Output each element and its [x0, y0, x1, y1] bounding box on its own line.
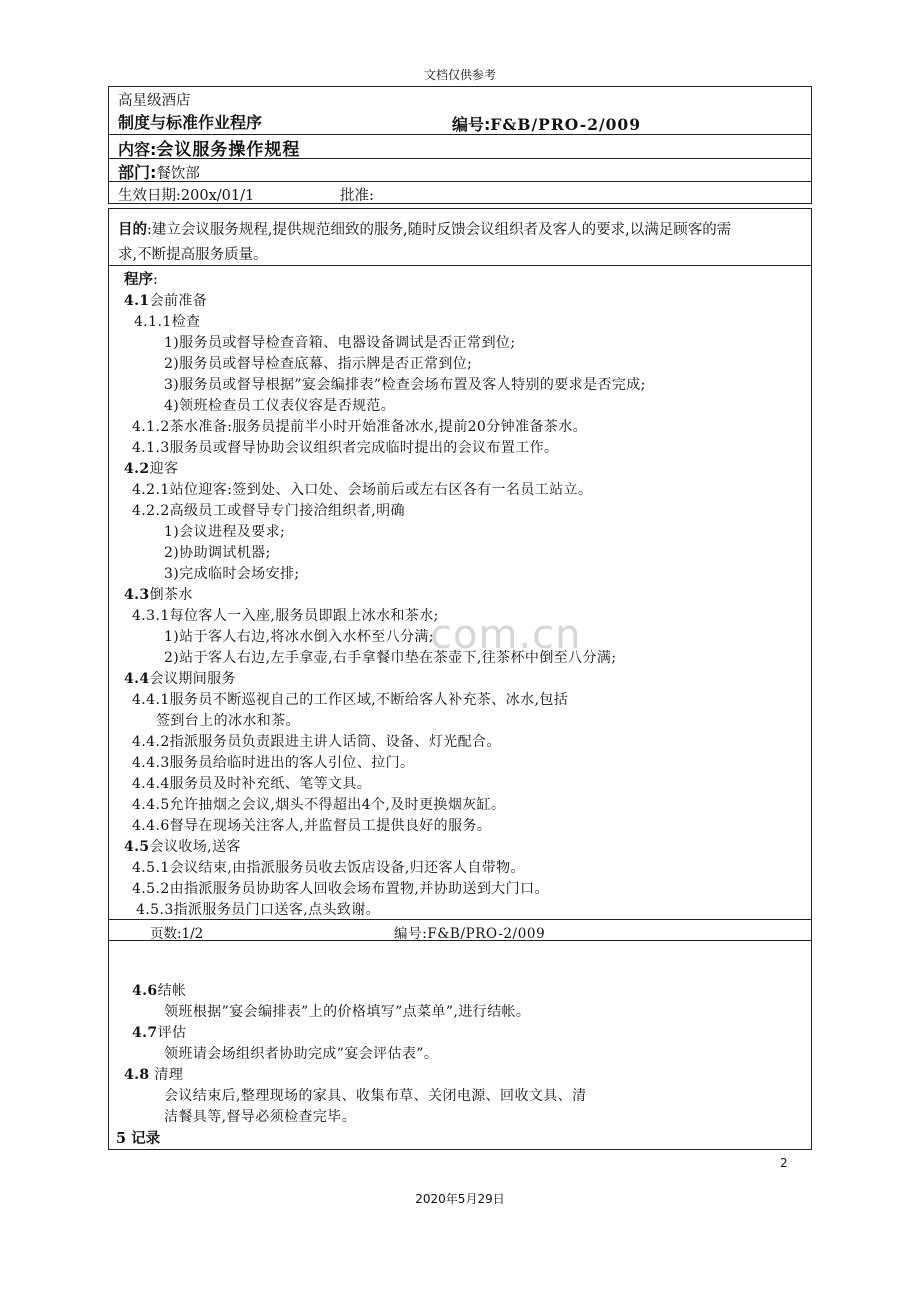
purpose-label: 目的	[118, 221, 147, 238]
section-4-5-heading	[124, 836, 241, 856]
section-4-7-number: 4.7	[132, 1025, 158, 1041]
section-4-4-1: 4.4.1服务员不断巡视自己的工作区域,不断给客人补充茶、冰水,包括	[132, 692, 569, 708]
section-4-3-title: 倒茶水	[149, 587, 193, 603]
page-number: 2	[780, 1156, 788, 1170]
document-code-label: 编号:	[452, 115, 491, 134]
content-label: 内容:	[118, 140, 157, 159]
section-4-8-text-1: 会议结束后,整理现场的家具、收集布草、关闭电源、回收文具、清	[164, 1088, 587, 1104]
effective-date-row	[118, 184, 254, 205]
approval-label: 批准:	[340, 188, 374, 204]
section-4-1-1: 4.1.1检查	[134, 314, 201, 330]
department-value: 餐饮部	[156, 166, 200, 182]
section-4-7-text: 领班请会场组织者协助完成”宴会评估表”。	[164, 1046, 439, 1062]
section-4-8-text-2: 洁餐具等,督导必须检查完毕。	[164, 1109, 357, 1125]
page-break-divider	[108, 919, 812, 920]
effective-date-label: 生效日期:	[118, 188, 181, 204]
department-label: 部门:	[118, 163, 157, 182]
list-item: 1)站于客人右边,将冰水倒入水杯至八分满;	[164, 629, 434, 645]
watermark: com.cn	[430, 612, 582, 658]
procedure-colon: :	[153, 272, 158, 288]
section-4-7-title: 评估	[157, 1025, 187, 1041]
document-date: 2020年5月29日	[415, 1192, 505, 1206]
footer-document-code: 编号:F&B/PRO-2/009	[394, 926, 546, 942]
section-4-2-2: 4.2.2高级员工或督导专门接洽组织者,明确	[132, 503, 405, 519]
purpose-line-1	[118, 218, 731, 239]
document-code-value: F&B/PRO-2/009	[490, 115, 642, 134]
section-4-8-number: 4.8	[124, 1067, 150, 1083]
list-item: 3)服务员或督导根据”宴会编排表”检查会场布置及客人特别的要求是否完成;	[164, 377, 646, 393]
document-title: 制度与标准作业程序	[118, 113, 263, 132]
section-4-3-number: 4.3	[124, 587, 150, 603]
section-4-4-2: 4.4.2指派服务员负责跟进主讲人话筒、设备、灯光配合。	[132, 734, 501, 750]
section-4-2-title: 迎客	[149, 461, 179, 477]
purpose-divider	[108, 265, 812, 266]
procedure-heading	[124, 268, 158, 289]
list-item: 4)领班检查员工仪表仪容是否规范。	[164, 398, 396, 414]
section-4-7-heading	[132, 1022, 186, 1042]
section-4-1-2: 4.1.2茶水准备:服务员提前半小时开始准备冰水,提前20分钟准备茶水。	[132, 419, 588, 435]
content-row	[118, 135, 300, 160]
section-4-2-1: 4.2.1站位迎客:签到处、入口处、会场前后或左右区各有一名员工站立。	[132, 482, 593, 498]
section-4-4-1-continued: 签到台上的冰水和茶。	[156, 713, 300, 729]
section-4-3-1: 4.3.1每位客人一入座,服务员即跟上冰水和茶水;	[132, 608, 439, 624]
section-4-3-heading	[124, 584, 193, 604]
section-4-5-1: 4.5.1会议结束,由指派服务员收去饭店设备,归还客人自带物。	[132, 860, 525, 876]
section-4-8-title: 清理	[149, 1067, 184, 1083]
purpose-line-2: 求,不断提高服务质量。	[118, 247, 268, 263]
list-item: 2)协助调试机器;	[164, 545, 271, 561]
section-4-6-heading	[132, 980, 186, 1000]
section-4-5-2: 4.5.2由指派服务员协助客人回收会场布置物,并协助送到大门口。	[132, 881, 549, 897]
section-4-4-title: 会议期间服务	[149, 671, 236, 687]
section-4-8-heading	[124, 1064, 183, 1084]
section-4-4-6: 4.4.6督导在现场关注客人,并监督员工提供良好的服务。	[132, 818, 492, 834]
list-item: 1)服务员或督导检查音箱、电器设备调试是否正常到位;	[164, 335, 516, 351]
section-5-records: 5 记录	[116, 1130, 161, 1147]
purpose-text-1: :建立会议服务规程,提供规范细致的服务,随时反馈会议组织者及客人的要求,以满足顾客的需	[147, 222, 732, 238]
section-4-1-number: 4.1	[124, 293, 150, 309]
section-4-1-title: 会前准备	[149, 293, 208, 309]
section-4-6-title: 结帐	[157, 983, 187, 999]
document-reference-note: 文档仅供参考	[423, 68, 496, 82]
department-row	[118, 160, 200, 183]
section-4-1-3: 4.1.3服务员或督导协助会议组织者完成临时提出的会议布置工作。	[132, 440, 559, 456]
section-4-4-3: 4.4.3服务员给临时进出的客人引位、拉门。	[132, 755, 415, 771]
list-item: 3)完成临时会场安排;	[164, 566, 300, 582]
list-item: 1)会议进程及要求;	[164, 524, 286, 540]
section-4-5-3: 4.5.3指派服务员门口送客,点头致谢。	[136, 902, 381, 918]
section-4-4-number: 4.4	[124, 671, 150, 687]
header-divider	[108, 181, 812, 182]
section-4-5-title: 会议收场,送客	[149, 839, 241, 855]
section-4-2-number: 4.2	[124, 461, 150, 477]
list-item: 2)服务员或督导检查底幕、指示牌是否正常到位;	[164, 356, 473, 372]
list-item: 2)站于客人右边,左手拿壶,右手拿餐巾垫在茶壶下,往茶杯中倒至八分满;	[164, 650, 617, 666]
document-code	[452, 112, 641, 135]
section-4-4-heading	[124, 668, 236, 688]
section-4-6-number: 4.6	[132, 983, 158, 999]
procedure-label: 程序	[124, 271, 153, 288]
content-title: 会议服务操作规程	[156, 140, 301, 160]
section-4-2-heading	[124, 458, 178, 478]
section-4-4-5: 4.4.5允许抽烟之会议,烟头不得超出4个,及时更换烟灰缸。	[132, 797, 506, 813]
effective-date-value: 200x/01/1	[180, 188, 255, 204]
page-count: 页数:1/2	[150, 926, 204, 942]
section-4-6-text: 领班根据”宴会编排表”上的价格填写”点菜单”,进行结帐。	[164, 1004, 531, 1020]
section-4-5-number: 4.5	[124, 839, 150, 855]
section-4-4-4: 4.4.4服务员及时补充纸、笔等文具。	[132, 776, 372, 792]
hotel-name: 高星级酒店	[118, 93, 191, 109]
section-4-1-heading	[124, 290, 207, 310]
